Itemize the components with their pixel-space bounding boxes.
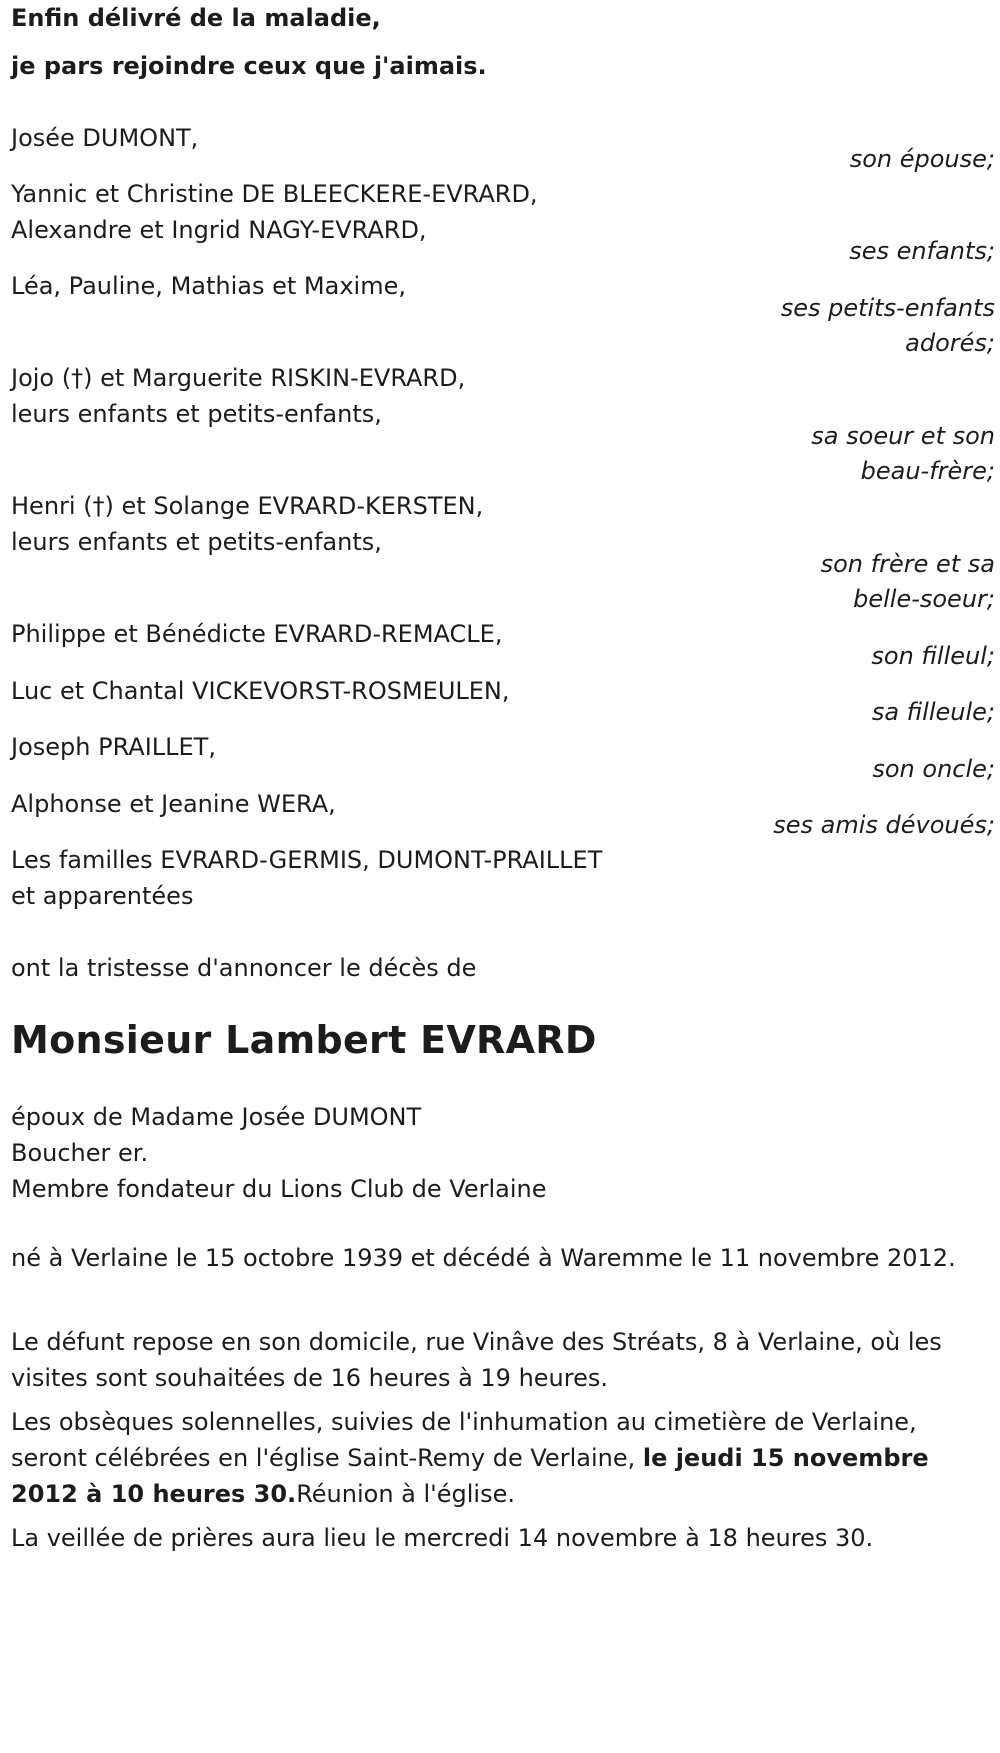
epigraph-line-2: je pars rejoindre ceux que j'aimais. [11,52,487,80]
family-name-familles: Les familles EVRARD-GERMIS, DUMONT-PRAILLET [11,846,603,874]
family-name-de-bleeckere: Yannic et Christine DE BLEECKERE-EVRARD, [11,180,538,208]
relation-filleul: son filleul; [871,642,995,670]
relation-petits-enfants-2: adorés; [905,329,995,357]
relation-petits-enfants-1: ses petits-enfants [780,294,995,322]
family-name-riskin-children: leurs enfants et petits-enfants, [11,400,382,428]
funeral-date: le jeudi 15 novembre 2012 à 10 heures 30. [11,1444,929,1508]
family-name-petits-enfants: Léa, Pauline, Mathias et Maxime, [11,272,406,300]
title-lions-club: Membre fondateur du Lions Club de Verlaine [11,1175,547,1203]
family-name-kersten: Henri (†) et Solange EVRARD-KERSTEN, [11,492,484,520]
funeral-meeting: Réunion à l'église. [296,1480,515,1508]
funeral-text: Les obsèques solennelles, suivies de l'inhumation au cimetière de Verlaine, seront célébrées en l'église Saint-Remy de Verlaine, [11,1408,917,1472]
relation-filleule: sa filleule; [871,698,995,726]
relation-amis: ses amis dévoués; [773,811,995,839]
relation-frere-2: belle-soeur; [853,585,995,613]
family-name-josee: Josée DUMONT, [11,124,199,152]
epigraph-line-1: Enfin délivré de la maladie, [11,4,381,32]
title-spouse: époux de Madame Josée DUMONT [11,1103,422,1131]
birth-death-paragraph: né à Verlaine le 15 octobre 1939 et décédé à Waremme le 11 novembre 2012. [11,1244,956,1272]
family-name-riskin: Jojo (†) et Marguerite RISKIN-EVRARD, [11,364,466,392]
relation-enfants: ses enfants; [849,237,995,265]
funeral-paragraph [11,1404,986,1512]
relation-oncle: son oncle; [872,755,995,783]
family-name-wera: Alphonse et Jeanine WERA, [11,790,336,818]
family-name-apparentees: et apparentées [11,882,194,910]
relation-epouse: son épouse; [849,145,995,173]
title-profession: Boucher er. [11,1139,149,1167]
vigil-paragraph: La veillée de prières aura lieu le mercredi 14 novembre à 18 heures 30. [11,1524,874,1552]
relation-soeur-1: sa soeur et son [811,422,995,450]
family-name-vickevorst: Luc et Chantal VICKEVORST-ROSMEULEN, [11,677,510,705]
family-name-nagy: Alexandre et Ingrid NAGY-EVRARD, [11,216,427,244]
announcement: ont la tristesse d'annoncer le décès de [11,954,477,982]
visit-paragraph: Le défunt repose en son domicile, rue Vinâve des Stréats, 8 à Verlaine, où les visites sont souhaitées de 16 heures à 19 heures. [11,1328,942,1392]
family-name-remacle: Philippe et Bénédicte EVRARD-REMACLE, [11,620,503,648]
relation-frere-1: son frère et sa [820,550,995,578]
family-name-praillet: Joseph PRAILLET, [11,733,216,761]
family-name-kersten-children: leurs enfants et petits-enfants, [11,528,382,556]
deceased-name: Monsieur Lambert EVRARD [11,1018,597,1062]
relation-soeur-2: beau-frère; [860,457,995,485]
